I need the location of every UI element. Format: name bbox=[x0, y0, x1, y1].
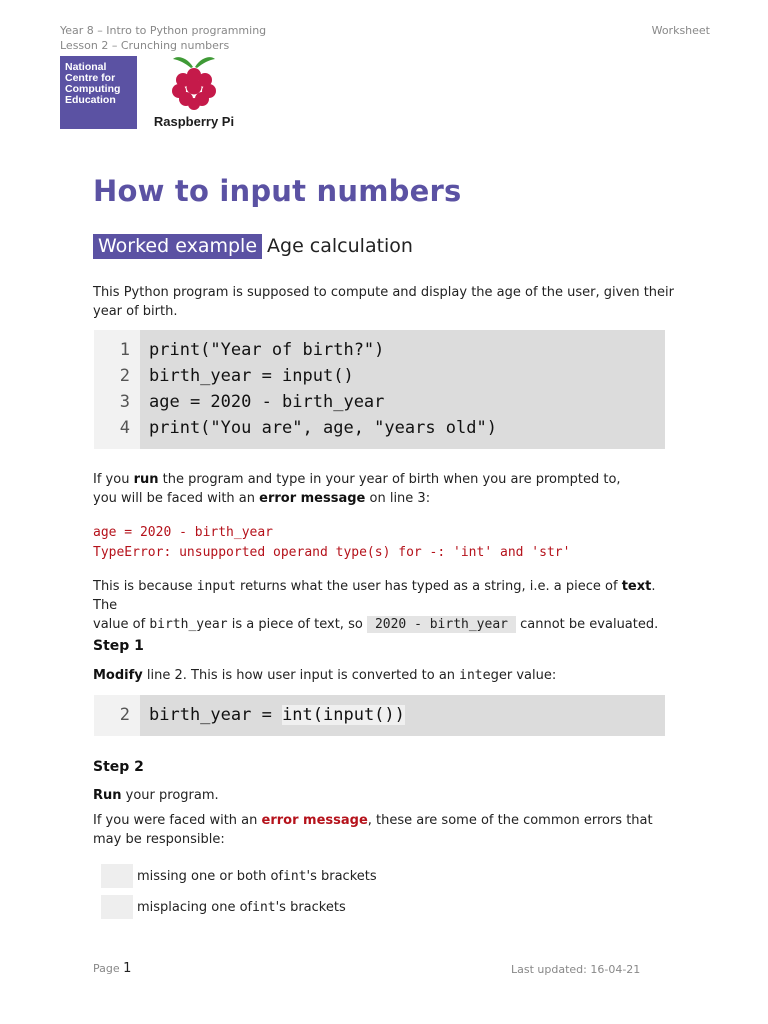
inline-code-expression: 2020 - birth_year bbox=[367, 616, 516, 633]
footer-last-updated: Last updated: 16-04-21 bbox=[511, 963, 641, 976]
code-listing-2 bbox=[94, 695, 665, 736]
code-text: print("You are", age, "years old") bbox=[149, 418, 497, 438]
highlighted-code: int(input()) bbox=[282, 705, 405, 725]
code-line bbox=[94, 702, 665, 728]
worked-example-subtitle: Age calculation bbox=[267, 235, 413, 257]
raspberry-pi-logo bbox=[152, 53, 236, 131]
line-number: 3 bbox=[94, 389, 140, 415]
raspberry-pi-label: Raspberry Pi bbox=[153, 114, 235, 129]
inline-code-input: input bbox=[196, 579, 236, 594]
step-2-errors-paragraph: If you were faced with an error message, these are some of the common errors that may be responsible: bbox=[93, 813, 653, 847]
code-line bbox=[94, 337, 665, 363]
raspberry-icon bbox=[169, 53, 219, 111]
because-paragraph: This is because input returns what the user has typed as a string, i.e. a piece of text. The value of birth_year is a piece of text, so 2020 - birth_year cannot be evaluated. bbox=[93, 579, 659, 632]
page-title: How to input numbers bbox=[93, 174, 462, 208]
code-line bbox=[94, 389, 665, 415]
step-2-run: Run your program. bbox=[93, 788, 219, 803]
lesson-title: Lesson 2 – Crunching numbers bbox=[60, 39, 230, 52]
run-term: run bbox=[133, 472, 159, 487]
checklist-item: misplacing one of int 's brackets bbox=[101, 895, 346, 919]
course-title: Year 8 – Intro to Python programming bbox=[60, 24, 267, 37]
error-message-highlight: error message bbox=[261, 813, 368, 828]
error-line: age = 2020 - birth_year bbox=[93, 525, 274, 540]
checklist-item: missing one or both of int 's brackets bbox=[101, 864, 377, 888]
header-course-info bbox=[60, 23, 266, 53]
code-line bbox=[94, 363, 665, 389]
code-text: print("Year of birth?") bbox=[149, 340, 385, 360]
footer-page-number: Page 1 bbox=[93, 961, 132, 976]
step-1-heading: Step 1 bbox=[93, 638, 144, 654]
doc-type: Worksheet bbox=[651, 24, 710, 37]
code-listing-1 bbox=[94, 330, 665, 449]
error-line: TypeError: unsupported operand type(s) for -: 'int' and 'str' bbox=[93, 545, 571, 560]
code-text: age = 2020 - birth_year bbox=[149, 392, 385, 412]
line-number: 4 bbox=[94, 415, 140, 441]
code-text: birth_year = int(input()) bbox=[149, 705, 405, 725]
step-2-heading: Step 2 bbox=[93, 759, 144, 775]
step-1-instruction: Modify line 2. This is how user input is converted to an integer value: bbox=[93, 668, 557, 683]
ncce-logo: National Centre for Computing Education bbox=[60, 56, 137, 129]
checkbox[interactable] bbox=[101, 895, 133, 919]
error-message-term: error message bbox=[259, 491, 366, 506]
error-output bbox=[93, 523, 570, 563]
line-number: 1 bbox=[94, 337, 140, 363]
code-text: birth_year = input() bbox=[149, 366, 354, 386]
code-line bbox=[94, 415, 665, 441]
worked-example-heading bbox=[93, 234, 413, 259]
run-paragraph: If you run the program and type in your year of birth when you are prompted to, you will be faced with an error message on line 3: bbox=[93, 472, 621, 506]
line-number: 2 bbox=[94, 363, 140, 389]
intro-paragraph: This Python program is supposed to compute and display the age of the user, given their year of birth. bbox=[93, 285, 674, 319]
checkbox[interactable] bbox=[101, 864, 133, 888]
inline-code-birth-year: birth_year bbox=[149, 617, 228, 632]
worked-example-badge: Worked example bbox=[93, 234, 262, 259]
line-number: 2 bbox=[94, 702, 140, 728]
